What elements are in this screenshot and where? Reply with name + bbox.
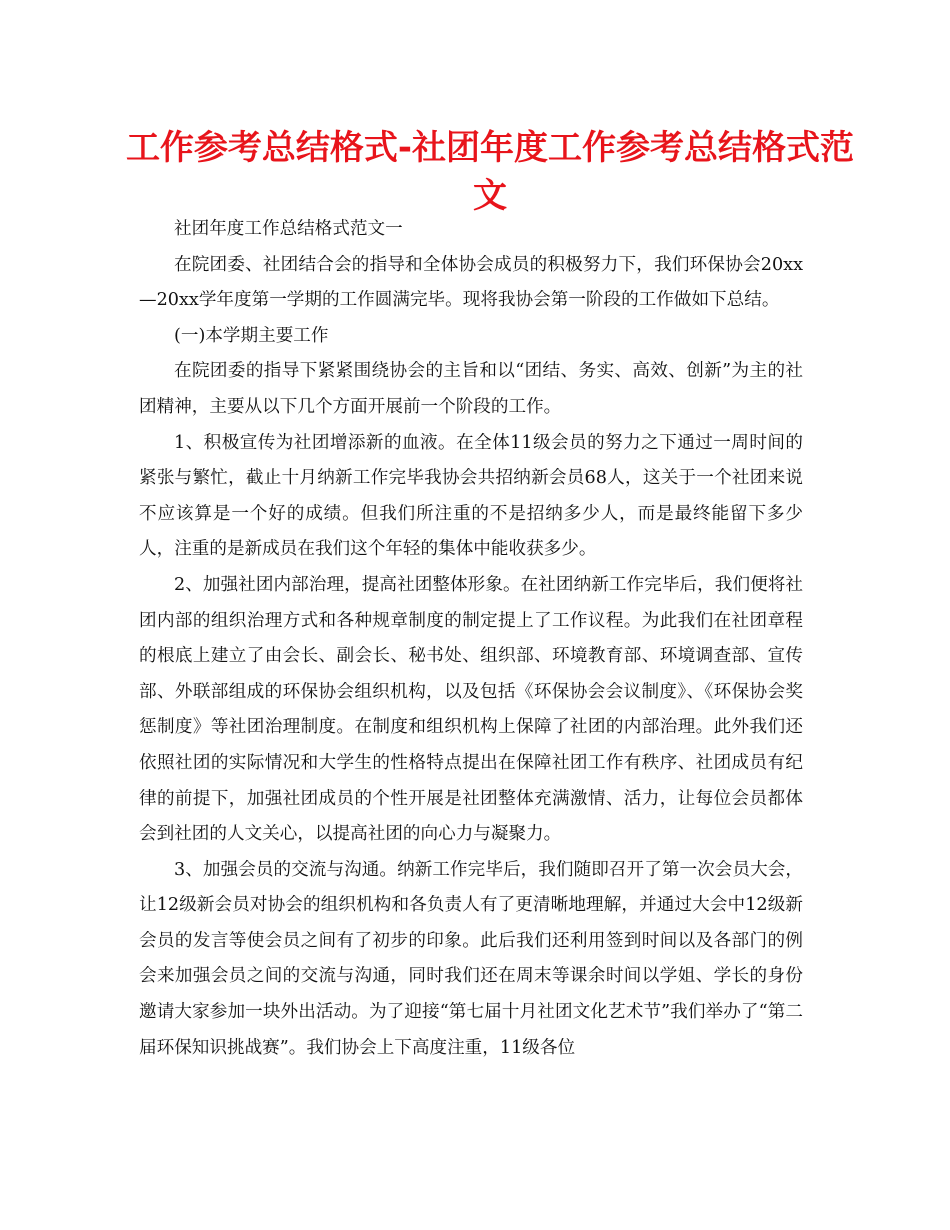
paragraph-intro: 在院团委、社团结合会的指导和全体协会成员的积极努力下，我们环保协会20xx—20xx学年度第一学期的工作圆满完毕。现将我协会第一阶段的工作做如下总结。 [139, 254, 803, 311]
paragraph-guidance: 在院团委的指导下紧紧围绕协会的主旨和以“团结、务实、高效、创新”为主的社团精神，主要从以下几个方面开展前一个阶段的工作。 [139, 361, 803, 417]
paragraph-item-3: 3、加强会员的交流与沟通。纳新工作完毕后，我们随即召开了第一次会员大会，让12级新会员对协会的组织机构和各负责人有了更清晰地理解，并通过大会中12级新会员的发言等使会员之间有了初步的印象。此后我们还利用签到时间以及各部门的例会来加强会员之间的交流与沟通，同时我们还在周末等课余时间以学姐、学长的身份邀请大家参加一块外出活动。为了迎接“第七届十月社团文化艺术节”我们举办了“第二届环保知识挑战赛”。我们协会上下高度注重，11级各位 [139, 859, 803, 1058]
document-body [139, 212, 803, 1066]
paragraph-item-1: 1、积极宣传为社团增添新的血液。在全体11级会员的努力之下通过一周时间的紧张与繁忙，截止十月纳新工作完毕我协会共招纳新会员68人，这关于一个社团来说不应该算是一个好的成绩。但我们所注重的不是招纳多少人，而是最终能留下多少人，注重的是新成员在我们这个年轻的集体中能收获多少。 [139, 432, 803, 560]
section-heading: (一)本学期主要工作 [174, 325, 329, 346]
paragraph-subtitle: 社团年度工作总结格式范文一 [174, 219, 403, 239]
paragraph-item-2: 2、加强社团内部治理，提高社团整体形象。在社团纳新工作完毕后，我们便将社团内部的组织治理方式和各种规章制度的制定提上了工作议程。为此我们在社团章程的根底上建立了由会长、副会长、秘书处、组织部、环境教育部、环境调查部、宣传部、外联部组成的环保协会组织机构，以及包括《环保协会会议制度》、《环保协会奖惩制度》等社团治理制度。在制度和组织机构上保障了社团的内部治理。此外我们还依照社团的实际情况和大学生的性格特点提出在保障社团工作有秩序、社团成员有纪律的前提下，加强社团成员的个性开展是社团整体充满激情、活力，让每位会员都体会到社团的人文关心，以提高社团的向心力与凝聚力。 [139, 574, 803, 845]
document-title: 工作参考总结格式-社团年度工作参考总结格式范文 [125, 128, 855, 216]
